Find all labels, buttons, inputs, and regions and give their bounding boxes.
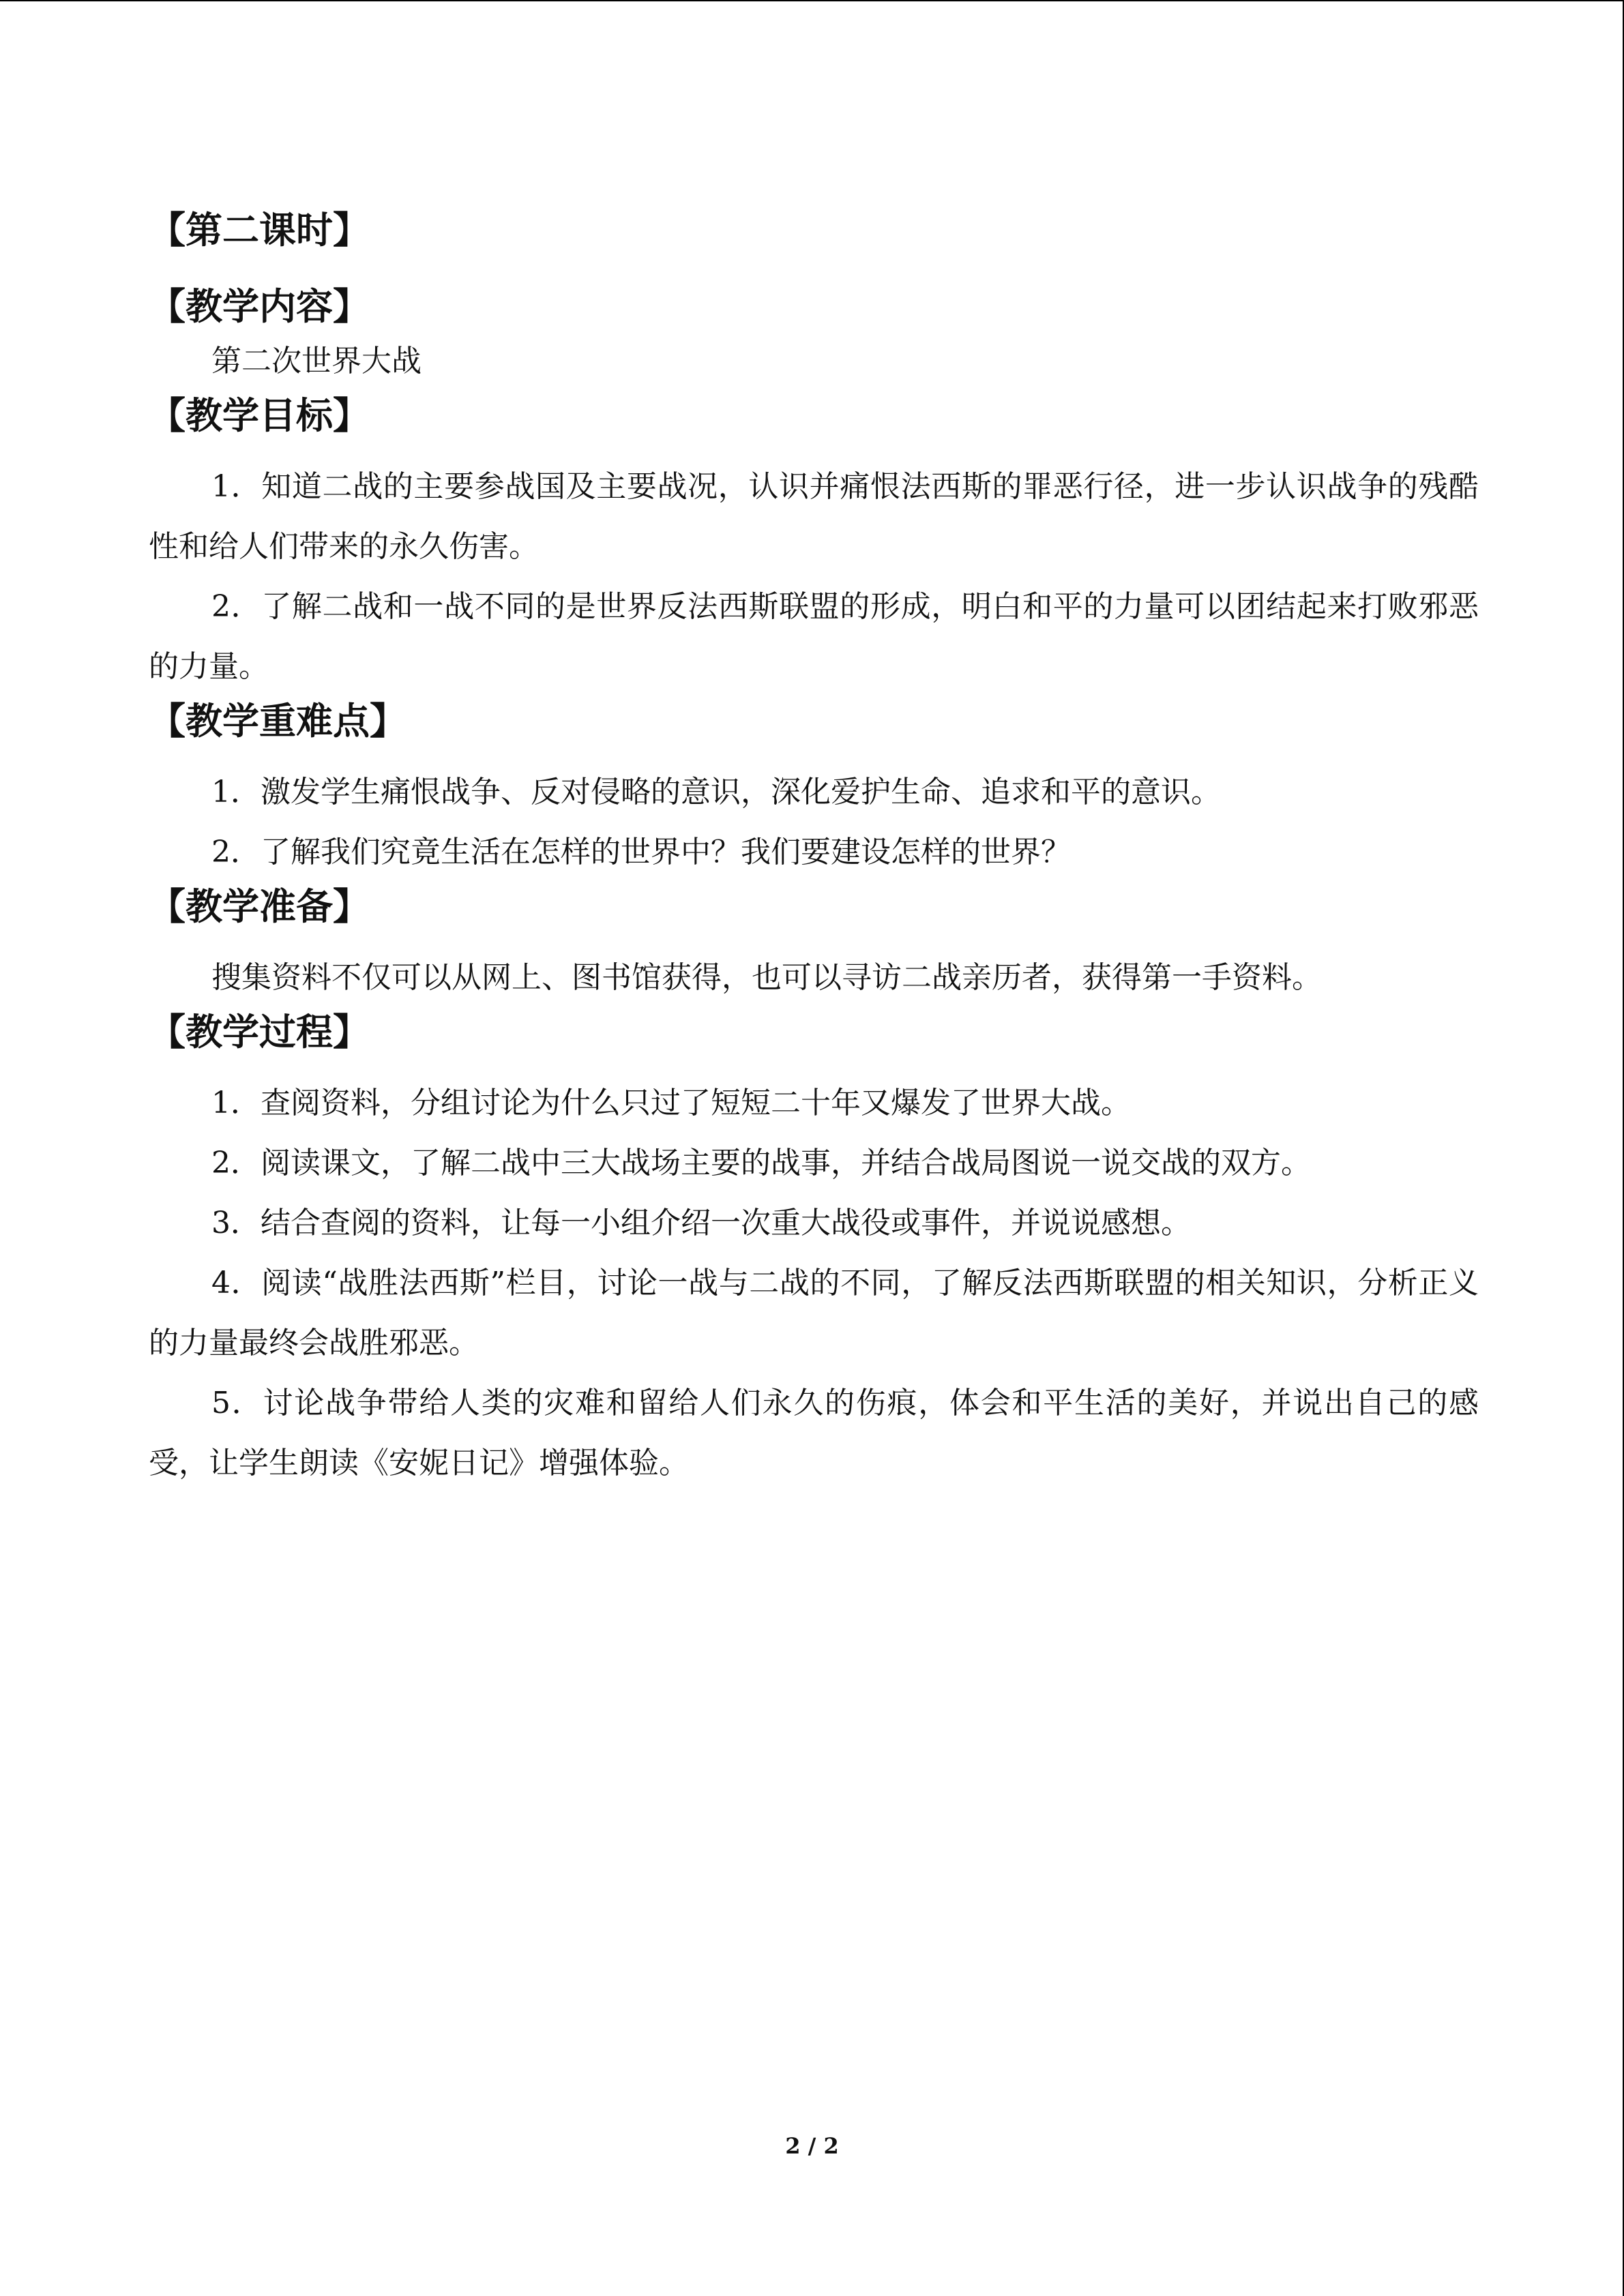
preparation-heading: 【教学准备】 xyxy=(149,885,370,928)
process-heading: 【教学过程】 xyxy=(149,1011,370,1054)
lesson-title: 【第二课时】 xyxy=(149,209,370,252)
process-item: 1．查阅资料，分组讨论为什么只过了短短二十年又爆发了世界大战。 xyxy=(211,1086,1131,1120)
process-item: 4．阅读“战胜法西斯”栏目，讨论一战与二战的不同，了解反法西斯联盟的相关知识，分析正义的力量最终会战胜邪恶。 xyxy=(149,1266,1479,1360)
key-points-heading: 【教学重难点】 xyxy=(149,700,407,743)
process-item: 2．阅读课文，了解二战中三大战场主要的战事，并结合战局图说一说交战的双方。 xyxy=(211,1146,1311,1180)
preparation-text: 搜集资料不仅可以从网上、图书馆获得，也可以寻访二战亲历者，获得第一手资料。 xyxy=(211,960,1322,995)
key-point-item: 2．了解我们究竟生活在怎样的世界中？我们要建设怎样的世界？ xyxy=(211,835,1071,869)
process-item: 5．讨论战争带给人类的灾难和留给人们永久的伤痕，体会和平生活的美好，并说出自己的感受，让学生朗读《安妮日记》增强体验。 xyxy=(149,1386,1479,1480)
goal-item: 1．知道二战的主要参战国及主要战况，认识并痛恨法西斯的罪恶行径，进一步认识战争的残酷性和给人们带来的永久伤害。 xyxy=(149,469,1479,564)
content-text: 第二次世界大战 xyxy=(211,344,422,378)
goal-item: 2．了解二战和一战不同的是世界反法西斯联盟的形成，明白和平的力量可以团结起来打败邪恶的力量。 xyxy=(149,589,1479,684)
page-number: 2 / 2 xyxy=(785,2133,839,2159)
goals-heading: 【教学目标】 xyxy=(149,394,370,437)
key-point-item: 1．激发学生痛恨战争、反对侵略的意识，深化爱护生命、追求和平的意识。 xyxy=(211,775,1221,809)
process-item: 3．结合查阅的资料，让每一小组介绍一次重大战役或事件，并说说感想。 xyxy=(211,1206,1191,1240)
page-content xyxy=(149,206,1479,1493)
content-heading: 【教学内容】 xyxy=(149,285,370,328)
